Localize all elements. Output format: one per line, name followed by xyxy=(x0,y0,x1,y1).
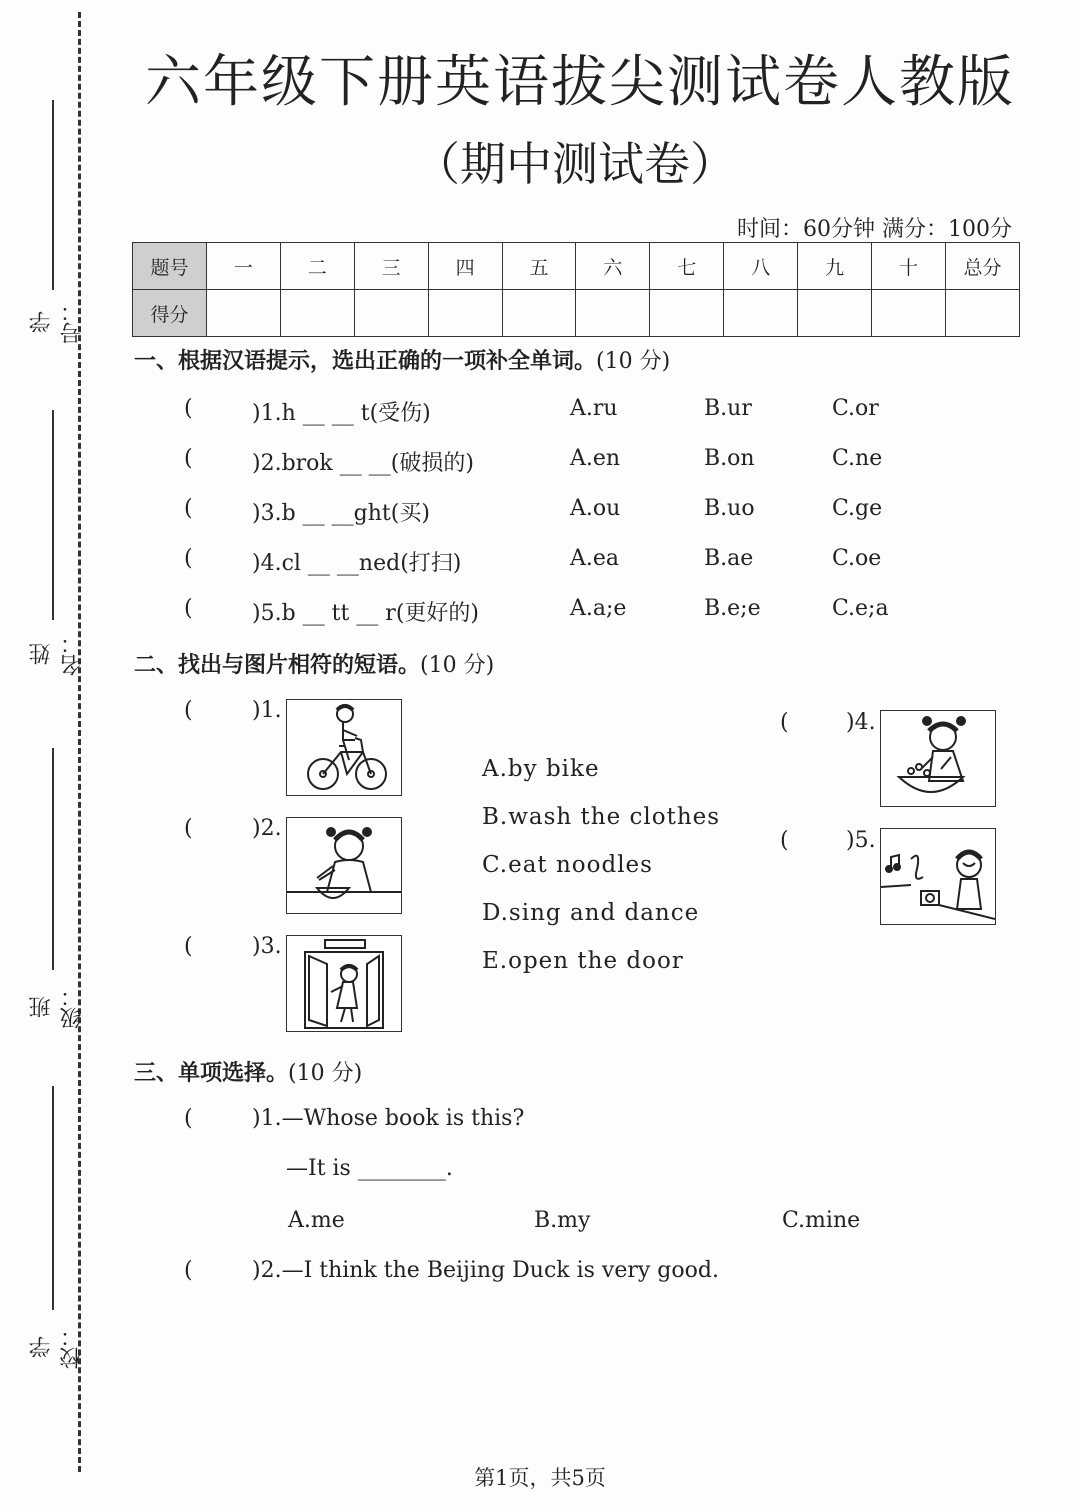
picture-number: )3. xyxy=(252,934,282,959)
question-stem: )2.—I think the Beijing Duck is very good. xyxy=(252,1258,719,1283)
s1-question-1 xyxy=(184,396,879,426)
score-header-cell: 十 xyxy=(872,243,946,290)
score-table-header-row xyxy=(133,243,1020,290)
answer-paren[interactable]: ( xyxy=(184,596,193,621)
option-a: A.ru xyxy=(570,396,618,421)
section2-title: 二、找出与图片相符的短语。 xyxy=(134,653,421,678)
option-c: C.ge xyxy=(832,496,883,521)
phrase-c: C.eat noodles xyxy=(482,852,653,878)
score-header-cell: 六 xyxy=(576,243,650,290)
option-c: C.oe xyxy=(832,546,882,571)
s3-q1-option-a: A.me xyxy=(288,1208,345,1233)
page-footer: 第1页，共5页 xyxy=(474,1466,606,1490)
score-header-cell: 五 xyxy=(502,243,576,290)
picture-number: )4. xyxy=(846,710,876,735)
s2-question-2 xyxy=(184,816,282,841)
score-header-cell: 八 xyxy=(724,243,798,290)
option-a: A.a;e xyxy=(570,596,627,621)
question-stem: )5.b __ tt __ r(更好的) xyxy=(252,601,479,626)
score-header-cell: 一 xyxy=(206,243,280,290)
option-c: C.e;a xyxy=(832,596,889,621)
score-cell[interactable] xyxy=(945,290,1019,337)
score-header-cell: 四 xyxy=(428,243,502,290)
answer-paren[interactable]: ( xyxy=(184,446,193,471)
page-subtitle: （期中测试卷） xyxy=(414,137,736,191)
answer-paren[interactable]: ( xyxy=(184,396,193,421)
name-line xyxy=(52,410,54,620)
s3-question-1-answer-line: —It is ________. xyxy=(286,1156,453,1181)
section1-heading xyxy=(134,344,670,375)
phrase-e: E.open the door xyxy=(482,948,684,974)
option-c: C.or xyxy=(832,396,879,421)
score-header-cell: 总分 xyxy=(945,243,1019,290)
option-c: C.ne xyxy=(832,446,883,471)
s2-question-3 xyxy=(184,934,282,959)
door-picture xyxy=(286,935,402,1032)
score-header-cell: 三 xyxy=(354,243,428,290)
score-header-cell: 七 xyxy=(650,243,724,290)
question-stem: )3.b __ __ght(买) xyxy=(252,501,430,526)
page-title: 六年级下册英语拔尖测试卷人教版 xyxy=(145,50,1015,115)
girl-singing-dancing-icon xyxy=(881,829,995,924)
section2-points: (10 分) xyxy=(420,653,495,678)
girl-washing-clothes-icon xyxy=(881,711,995,806)
picture-number: )2. xyxy=(252,816,282,841)
score-cell[interactable] xyxy=(428,290,502,337)
s1-question-3 xyxy=(184,496,883,526)
picture-number: )1. xyxy=(252,698,282,723)
score-cell[interactable] xyxy=(724,290,798,337)
section3-title: 三、单项选择。 xyxy=(134,1061,289,1086)
girl-eating-noodles-icon xyxy=(287,818,401,913)
school-label: 学校： xyxy=(29,1325,85,1369)
section3-points: (10 分) xyxy=(288,1061,363,1086)
option-b: B.e;e xyxy=(704,596,761,621)
girl-opening-door-icon xyxy=(287,936,401,1031)
question-stem: )4.cl __ __ned(打扫) xyxy=(252,551,462,576)
s3-q1-option-b: B.my xyxy=(534,1208,591,1233)
score-header-cell: 九 xyxy=(798,243,872,290)
score-cell[interactable] xyxy=(576,290,650,337)
name-label: 姓名： xyxy=(29,632,85,676)
option-b: B.ur xyxy=(704,396,752,421)
s1-question-2 xyxy=(184,446,883,476)
answer-paren[interactable]: ( xyxy=(184,698,193,723)
answer-paren[interactable]: ( xyxy=(780,710,789,735)
score-header-cell: 题号 xyxy=(133,243,207,290)
answer-paren[interactable]: ( xyxy=(184,1258,193,1283)
binding-dashed-line xyxy=(78,12,81,1472)
answer-paren[interactable]: ( xyxy=(184,546,193,571)
school-line xyxy=(52,1086,54,1310)
question-stem: )1.h __ __ t(受伤) xyxy=(252,401,431,426)
section1-title: 一、根据汉语提示，选出正确的一项补全单词。 xyxy=(134,349,597,374)
s3-question-1 xyxy=(184,1106,525,1131)
option-a: A.en xyxy=(570,446,621,471)
score-cell[interactable] xyxy=(502,290,576,337)
phrase-b: B.wash the clothes xyxy=(482,804,721,830)
student-id-label: 学号： xyxy=(29,300,85,344)
answer-paren[interactable]: ( xyxy=(184,1106,193,1131)
score-table xyxy=(132,242,1020,337)
answer-paren[interactable]: ( xyxy=(184,934,193,959)
score-cell[interactable] xyxy=(650,290,724,337)
class-label: 班级： xyxy=(29,985,85,1029)
noodles-picture xyxy=(286,817,402,914)
question-stem: )2.brok __ __(破损的) xyxy=(252,451,474,476)
singing-picture xyxy=(880,828,996,925)
section2-heading xyxy=(134,648,494,679)
option-b: B.ae xyxy=(704,546,754,571)
score-cell[interactable] xyxy=(872,290,946,337)
answer-paren[interactable]: ( xyxy=(184,816,193,841)
class-line xyxy=(52,748,54,970)
score-row-label: 得分 xyxy=(133,290,207,337)
phrase-a: A.by bike xyxy=(482,756,600,782)
s3-q1-option-c: C.mine xyxy=(782,1208,861,1233)
s2-question-1 xyxy=(184,698,282,723)
option-a: A.ea xyxy=(570,546,620,571)
score-cell[interactable] xyxy=(798,290,872,337)
option-b: B.uo xyxy=(704,496,755,521)
answer-paren[interactable]: ( xyxy=(780,828,789,853)
section3-heading xyxy=(134,1056,362,1087)
s2-question-5 xyxy=(780,828,876,853)
score-cell[interactable] xyxy=(354,290,428,337)
washing-picture xyxy=(880,710,996,807)
score-cell[interactable] xyxy=(206,290,280,337)
s2-question-4 xyxy=(780,710,876,735)
exam-meta: 时间：60分钟 满分：100分 xyxy=(737,217,1012,242)
score-header-cell: 二 xyxy=(280,243,354,290)
s1-question-5 xyxy=(184,596,889,626)
option-a: A.ou xyxy=(570,496,621,521)
option-b: B.on xyxy=(704,446,755,471)
score-cell[interactable] xyxy=(280,290,354,337)
picture-number: )5. xyxy=(846,828,876,853)
s3-question-2 xyxy=(184,1258,719,1283)
phrase-d: D.sing and dance xyxy=(482,900,700,926)
score-table-score-row xyxy=(133,290,1020,337)
boy-riding-bike-icon xyxy=(287,700,401,795)
bike-picture xyxy=(286,699,402,796)
section1-points: (10 分) xyxy=(596,349,671,374)
student-id-line xyxy=(52,100,54,290)
s1-question-4 xyxy=(184,546,882,576)
question-stem: )1.—Whose book is this? xyxy=(252,1106,525,1131)
answer-paren[interactable]: ( xyxy=(184,496,193,521)
